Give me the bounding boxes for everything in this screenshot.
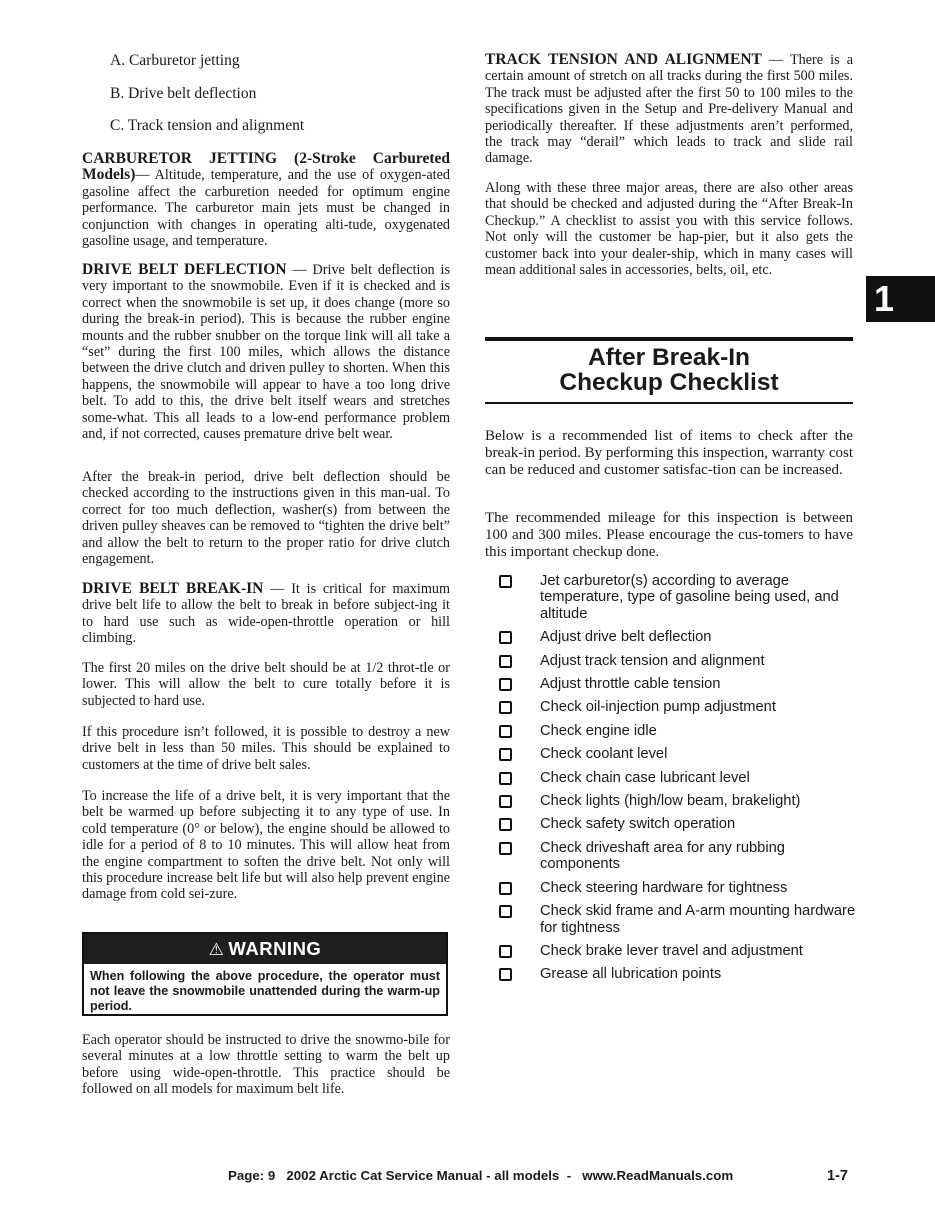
checklist-item xyxy=(499,629,859,645)
checklist-item-label: Check steering hardware for tightness xyxy=(540,879,788,896)
carb-text: — Altitude, temperature, and the use of oxygen-ated gasoline affect the carburetion needed for optimum engine performance. The carburetor main jets must be changed in conjunction with changes in operating alti-tude, oxygenated gasoline usage, and temperature. xyxy=(82,167,450,250)
checklist-item-label: Check driveshaft area for any rubbing components xyxy=(540,839,785,873)
checklist-item-label: Grease all lubrication points xyxy=(540,966,722,983)
track-heading: TRACK TENSION AND ALIGNMENT xyxy=(485,51,762,68)
checklist-item xyxy=(499,770,859,786)
checklist-item xyxy=(499,573,859,622)
mileage-paragraph xyxy=(485,510,853,561)
along-paragraph xyxy=(485,180,853,278)
checkbox-icon[interactable] xyxy=(499,818,512,831)
breakin-text: — It is critical for maximum drive belt life to allow the belt to break in before subject-ing it to hard use such as wide-open-throttle operation or hill climbing. xyxy=(82,581,451,647)
checklist-item-label: Adjust track tension and alignment xyxy=(540,652,765,669)
checklist-item xyxy=(499,880,859,896)
checkbox-icon[interactable] xyxy=(499,678,512,691)
checklist-item xyxy=(499,943,859,959)
checklist-item-label: Check coolant level xyxy=(540,746,668,763)
warning-header xyxy=(84,934,446,964)
checklist-item-label: Check chain case lubricant level xyxy=(540,769,750,786)
section-title xyxy=(485,345,853,395)
warning-triangle-icon: ⚠ xyxy=(208,940,225,960)
checkbox-icon[interactable] xyxy=(499,772,512,785)
checkbox-icon[interactable] xyxy=(499,795,512,808)
track-text: — There is a certain amount of stretch on all tracks during the first 500 miles. The track must be adjusted after the first 50 to 100 miles to the specifications given in the Setup and Pre-delivery Manual and periodically thereafter. If these adjustments aren’t performed, the track may “derail” which leads to track and slide rail damage. xyxy=(485,52,853,167)
checklist-item xyxy=(499,903,859,936)
checkbox-icon[interactable] xyxy=(499,968,512,981)
checklist-item xyxy=(499,653,859,669)
section-title-line1: After Break-In xyxy=(587,344,750,371)
track-paragraph xyxy=(485,52,853,167)
increase-paragraph xyxy=(82,788,450,903)
checklist-item xyxy=(499,816,859,832)
checklist-item-label: Check brake lever travel and adjustment xyxy=(540,942,803,959)
section-tab: 1 xyxy=(866,276,935,322)
carb-paragraph xyxy=(82,151,450,249)
first20-paragraph xyxy=(82,660,450,709)
checkbox-icon[interactable] xyxy=(499,882,512,895)
procedure-paragraph xyxy=(82,724,450,773)
belt-text: — Drive belt deflection is very important to the snowmobile. Even if it is checked and is correct when the snowmobile is set up, it does change (more so during the break-in period). This is because the rubber engine mounts and the rubber snubber on the torque link will all take a “set” during the first 100 miles, which allows the distance between the drive clutch and driven pulley to shorten. When this happens, the snowmobile will appear to have a too long drive belt. To add to this, the drive belt itself wears and stretches some-what. This all leads to a low-end performance problem and, if not corrected, causes premature drive belt wear. xyxy=(82,262,451,443)
warning-title: WARNING xyxy=(228,938,322,959)
intro-paragraph xyxy=(485,428,853,479)
section-title-line2: Checkup Checklist xyxy=(559,369,779,396)
checkup-checklist xyxy=(499,573,859,990)
checklist-item xyxy=(499,676,859,692)
procedure-text: If this procedure isn’t followed, it is possible to destroy a new drive belt in less than 50 miles. This should be explained to customers at the time of drive belt sales. xyxy=(82,724,450,773)
checkbox-icon[interactable] xyxy=(499,905,512,918)
warning-box xyxy=(82,932,448,1016)
checklist-item-label: Check safety switch operation xyxy=(540,816,736,833)
checklist-item-label: Check engine idle xyxy=(540,722,657,739)
checklist-item-label: Adjust drive belt deflection xyxy=(540,629,712,646)
checkbox-icon[interactable] xyxy=(499,945,512,958)
checkbox-icon[interactable] xyxy=(499,655,512,668)
breakin-paragraph xyxy=(82,581,450,647)
list-item-b: B. Drive belt deflection xyxy=(110,85,257,102)
intro-text: Below is a recommended list of items to check after the break-in period. By performing this inspection, warranty cost can be reduced and customer satisfac-tion can be increased. xyxy=(485,428,853,478)
checkbox-icon[interactable] xyxy=(499,631,512,644)
checklist-item xyxy=(499,699,859,715)
footer-text: Page: 9 2002 Arctic Cat Service Manual - all models - www.ReadManuals.com xyxy=(228,1168,734,1183)
first20-text: The first 20 miles on the drive belt should be at 1/2 throt-tle or lower. This will allow the belt to cure totally before it is subjected to hard use. xyxy=(82,660,450,709)
checklist-item xyxy=(499,723,859,739)
along-text: Along with these three major areas, there are also other areas that should be checked and adjusted during the “After Break-In Checkup.” A checklist to assist you with this service follows. Not only will the customer be hap-pier, but it also gets the customer back into your dealer-ship, which in many cases will mean additional sales in accessories, belts, oil, etc. xyxy=(485,180,853,279)
mileage-text: The recommended mileage for this inspection is between 100 and 300 miles. Please encourage the cus-tomers to have this important checkup done. xyxy=(485,510,853,560)
section-rule-bottom xyxy=(485,402,853,404)
section-rule-top xyxy=(485,337,853,341)
checkbox-icon[interactable] xyxy=(499,701,512,714)
checklist-item xyxy=(499,966,859,982)
checkbox-icon[interactable] xyxy=(499,748,512,761)
belt-heading: DRIVE BELT DEFLECTION xyxy=(82,261,287,278)
checkbox-icon[interactable] xyxy=(499,575,512,588)
after-breakin-text: After the break-in period, drive belt deflection should be checked according to the instructions given in this man-ual. To correct for too much deflection, washer(s) from between the driven pulley sheaves can be removed to “tighten the drive belt” and allow the belt to return to the proper ratio for drive clutch engagement. xyxy=(82,469,450,568)
checklist-item-label: Check skid frame and A-arm mounting hardware for tightness xyxy=(540,903,856,936)
checklist-item xyxy=(499,793,859,809)
checkbox-icon[interactable] xyxy=(499,842,512,855)
after-breakin-paragraph xyxy=(82,469,450,567)
checklist-item-label: Check oil-injection pump adjustment xyxy=(540,699,776,716)
checkbox-icon[interactable] xyxy=(499,725,512,738)
warning-text: When following the above procedure, the operator must not leave the snowmobile unattended during the warm-up period. xyxy=(90,969,440,1013)
checklist-item xyxy=(499,746,859,762)
list-item-c: C. Track tension and alignment xyxy=(110,117,305,134)
carb-heading: CARBURETOR JETTING (2-Stroke Carbureted Models) xyxy=(82,150,450,184)
page-number: 1-7 xyxy=(827,1168,848,1184)
breakin-heading: DRIVE BELT BREAK-IN xyxy=(82,580,264,597)
checklist-item-label: Adjust throttle cable tension xyxy=(540,676,721,693)
list-item-a: A. Carburetor jetting xyxy=(110,52,240,69)
checklist-item-label: Jet carburetor(s) according to average temperature, type of gasoline being used, and altitude xyxy=(540,573,839,622)
checklist-item-label: Check lights (high/low beam, brakelight) xyxy=(540,793,801,810)
operator-text: Each operator should be instructed to drive the snowmo-bile for several minutes at a low throttle setting to warm the belt up before using wide-open-throttle. This practice should be followed on all models for maximum belt life. xyxy=(82,1032,450,1098)
operator-paragraph xyxy=(82,1032,450,1098)
belt-paragraph xyxy=(82,262,450,442)
increase-text: To increase the life of a drive belt, it is very important that the belt be warmed up before subjecting it to any type of use. In cold temperature (0° or below), the engine should be allowed to idle for a period of 8 to 10 minutes. This will allow heat from the engine compartment to soften the drive belt. Not only will this procedure increase belt life but will also help prevent engine damage from cold sei-zure. xyxy=(82,788,450,903)
checklist-item xyxy=(499,840,859,873)
